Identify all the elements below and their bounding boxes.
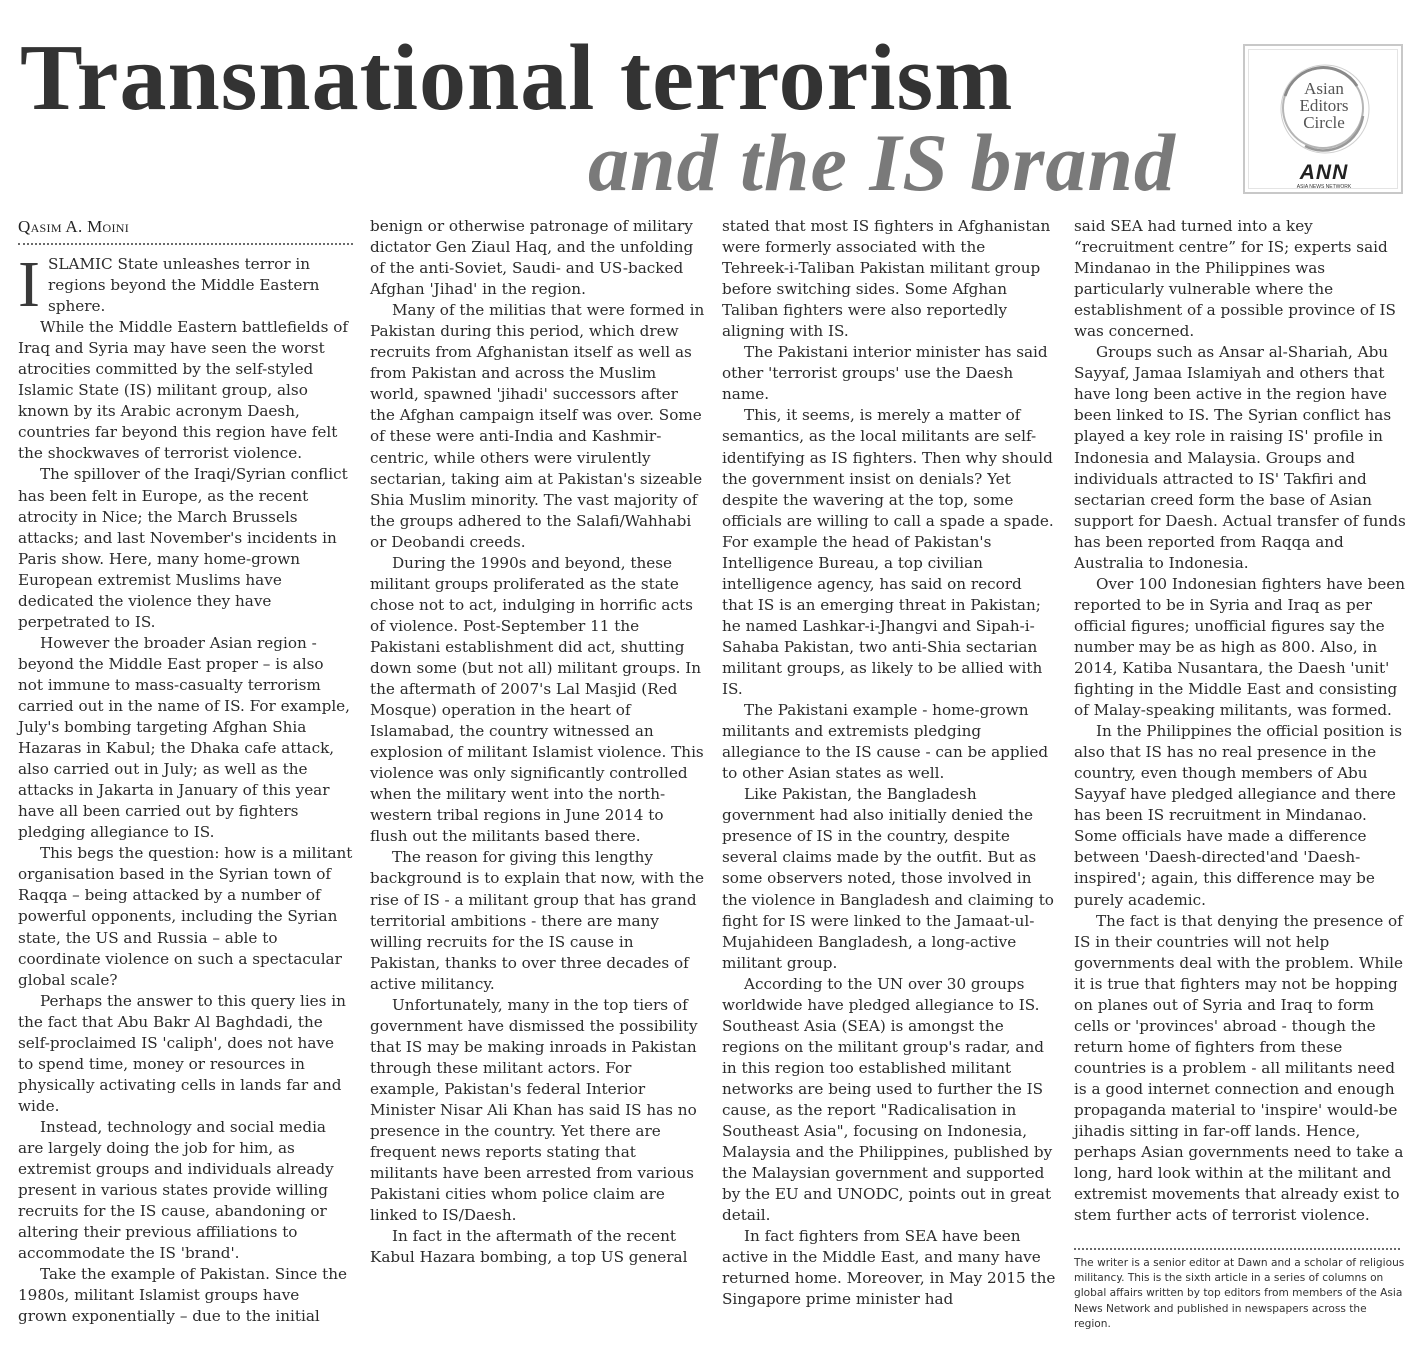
paragraph: Many of the militias that were formed in Pakistan during this period, which drew recruits from Afghanistan itself as well as from Pakistan and across the Muslim world, spawned 'jihadi' successors after the Afghan campaign itself was over. Some of these were anti-India and Kashmir-centric, while others were virulently sectarian, taking aim at Pakistan's sizeable Shia Muslim minority. The vast majority of the groups adhered to the Salafi/Wahhabi or Deobandi creeds.	[370, 301, 705, 551]
headline: Transnational terrorism	[20, 26, 1014, 130]
author-note: The writer is a senior editor at Dawn and a scholar of religious militancy. This is the sixth article in a series of columns on global affairs written by top editors from members of the Asia News Network and published in newspapers across the region.	[1074, 1257, 1405, 1330]
logo-line-1: Asian	[1304, 79, 1344, 98]
logo-line-3: Circle	[1303, 113, 1345, 132]
paragraph: In fact in the aftermath of the recent Kabul Hazara bombing, a top US general	[370, 1227, 688, 1267]
paragraph: Unfortunately, many in the top tiers of government have dismissed the possibility that IS may be making inroads in Pakistan through these militant actors. For example, Pakistan's federal Interior Minister Nisar Ali Khan has said IS has no presence in the country. Yet there are frequent news reports stating that militants have been arrested from various Pakistani cities whom police claim are linked to IS/Daesh.	[370, 995, 698, 1225]
subheadline: and the IS brand	[588, 117, 1176, 208]
byline: Qasim A. Moini	[18, 217, 130, 236]
paragraph: Over 100 Indonesian fighters have been reported to be in Syria and Iraq as per official figures; unofficial figures say the number may be as high as 800. Also, in 2014, Katiba Nusantara, the Daesh 'unit' fighting in the Middle East and consisting of Malay-speaking militants, was formed.	[1074, 574, 1405, 720]
paragraph: However the broader Asian region - beyond the Middle East proper – is also not immune to mass-casualty terrorism carried out in the name of IS. For example, July's bombing targeting Afghan Shia Hazaras in Kabul; the Dhaka cafe attack, also carried out in July; as well as the attacks in Jakarta in January of this year have all been carried out by fighters pledging allegiance to IS.	[18, 633, 351, 842]
paragraph: While the Middle Eastern battlefields of Iraq and Syria may have seen the worst atrocities committed by the self-styled Islamic State (IS) militant group, also known by its Arabic acronym Daesh, countries far beyond this region have felt the shockwaves of terrorist violence.	[18, 318, 348, 463]
paragraph: In fact fighters from SEA have been active in the Middle East, and many have returned home. Moreover, in May 2015 the Singapore prime minister had	[722, 1227, 1056, 1309]
lead-text: SLAMIC State unleashes terror in regions beyond the Middle Eastern sphere.	[47, 255, 320, 316]
paragraph: Take the example of Pakistan. Since the 1980s, militant Islamist groups have grown exponentially – due to the initial	[18, 1265, 347, 1326]
paragraph: Groups such as Ansar al-Shariah, Abu Sayyaf, Jamaa Islamiyah and others that have long been active in the region have been linked to IS. The Syrian conflict has played a key role in raising IS' profile in Indonesia and Malaysia. Groups and individuals attracted to IS' Takfiri and sectarian creed form the base of Asian support for Daesh. Actual transfer of funds has been reported from Raqqa and Australia to Indonesia.	[1074, 343, 1406, 572]
paragraph: The Pakistani interior minister has said other 'terrorist groups' use the Daesh name.	[722, 343, 1048, 404]
paragraph: This, it seems, is merely a matter of semantics, as the local militants are self-identifying as IS fighters. Then why should the government insist on denials? Yet despite the wavering at the top, some officials are willing to call a spade a spade. For example the head of Pakistan's Intelligence Bureau, a top civilian intelligence agency, has said on record that IS is an emerging threat in Pakistan; he named Lashkar-i-Jhangvi and Sipah-i-Sahaba Pakistan, two anti-Shia sectarian militant groups, as likely to be allied with IS.	[722, 406, 1054, 699]
paragraph: This begs the question: how is a militant organisation based in the Syrian town of Raqqa – being attacked by a number of powerful opponents, including the Syrian state, the US and Russia – able to coordinate violence on such a spectacular global scale?	[18, 844, 353, 989]
paragraph: The reason for giving this lengthy background is to explain that now, with the rise of IS - a militant group that has grand territorial ambitions - there are many willing recruits for the IS cause in Pakistan, thanks to over three decades of active militancy.	[370, 848, 705, 993]
byline-divider	[18, 243, 353, 245]
paragraph: The spillover of the Iraqi/Syrian conflict has been felt in Europe, as the recent atrocity in Nice; the March Brussels attacks; and last November's incidents in Paris show. Here, many home-grown European extremist Muslims have dedicated the violence they have perpetrated to IS.	[18, 465, 348, 631]
article-column-2	[370, 216, 705, 1268]
paragraph: Instead, technology and social media are largely doing the job for him, as extremist groups and individuals already present in various states provide willing recruits for the IS cause, abandoning or altering their previous affiliations to accommodate the IS 'brand'.	[18, 1117, 334, 1263]
paragraph: According to the UN over 30 groups worldwide have pledged allegiance to IS. Southeast Asia (SEA) is amongst the regions on the militant group's radar, and in this region too established militant networks are being used to further the IS cause, as the report "Radicalisation in Southeast Asia", focusing on Indonesia, Malaysia and the Philippines, published by the Malaysian government and supported by the EU and UNODC, points out in great detail.	[722, 974, 1053, 1225]
drop-cap: I	[18, 248, 40, 321]
article-column-1	[18, 248, 353, 1327]
paragraph: During the 1990s and beyond, these militant groups proliferated as the state chose not to act, indulging in horrific acts of violence. Post-September 11 the Pakistani establishment did act, shutting down some (but not all) militant groups. In the aftermath of 2007's Lal Masjid (Red Mosque) operation in the heart of Islamabad, the country witnessed an explosion of militant Islamist violence. This violence was only significantly controlled when the military went into the north-western tribal regions in June 2014 to flush out the militants based there.	[370, 553, 704, 846]
article-column-3	[722, 216, 1057, 1310]
author-note-divider	[1074, 1248, 1400, 1250]
lead-paragraph	[18, 248, 353, 321]
logo-line-2: Editors	[1299, 96, 1349, 115]
ann-network-label: ASIA NEWS NETWORK	[1296, 184, 1352, 190]
paragraph-continued: said SEA had turned into a key “recruitment centre” for IS; experts said Mindanao in the Philippines was particularly vulnerable where the establishment of a possible province of IS was concerned.	[1074, 217, 1396, 341]
paragraph: Like Pakistan, the Bangladesh government had also initially denied the presence of IS in the country, despite several claims made by the outfit. But as some observers noted, those involved in the violence in Bangladesh and claiming to fight for IS were linked to the Jamaat-ul-Mujahideen Bangladesh, a long-active militant group.	[722, 785, 1054, 972]
paragraph-continued: benign or otherwise patronage of military dictator Gen Ziaul Haq, and the unfolding of the anti-Soviet, Saudi- and US-backed Afghan 'Jihad' in the region.	[370, 217, 694, 299]
logo-wordmark	[1279, 80, 1369, 131]
paragraph-continued: stated that most IS fighters in Afghanistan were formerly associated with the Tehreek-i-Taliban Pakistan militant group before switching sides. Some Afghan Taliban fighters were also reportedly aligning with IS.	[722, 217, 1051, 341]
asian-editors-circle-logo	[1243, 44, 1403, 194]
paragraph: Perhaps the answer to this query lies in the fact that Abu Bakr Al Baghdadi, the self-proclaimed IS 'caliph', does not have to spend time, money or resources in physically activating cells in lands far and wide.	[18, 991, 346, 1115]
paragraph: The fact is that denying the presence of IS in their countries will not help governments deal with the problem. While it is true that fighters may not be hopping on planes out of Syria and Iraq to form cells or 'provinces' abroad - though the return home of fighters from these countries is a problem - all militants need is a good internet connection and enough propaganda material to 'inspire' would-be jihadis sitting in far-off lands. Hence, perhaps Asian governments need to take a long, hard look within at the militant and extremist movements that already exist to stem further acts of terrorist violence.	[1074, 911, 1404, 1225]
ann-brand: ANN	[1299, 161, 1349, 184]
paragraph: The Pakistani example - home-grown militants and extremists pledging allegiance to the IS cause - can be applied to other Asian states as well.	[722, 701, 1049, 783]
article-column-4	[1074, 216, 1409, 1226]
paragraph: In the Philippines the official position is also that IS has no real presence in the country, even though members of Abu Sayyaf have pledged allegiance and there has been IS recruitment in Mindanao. Some officials have made a difference between 'Daesh-directed'and 'Daesh-inspired'; again, this difference may be purely academic.	[1074, 722, 1403, 909]
